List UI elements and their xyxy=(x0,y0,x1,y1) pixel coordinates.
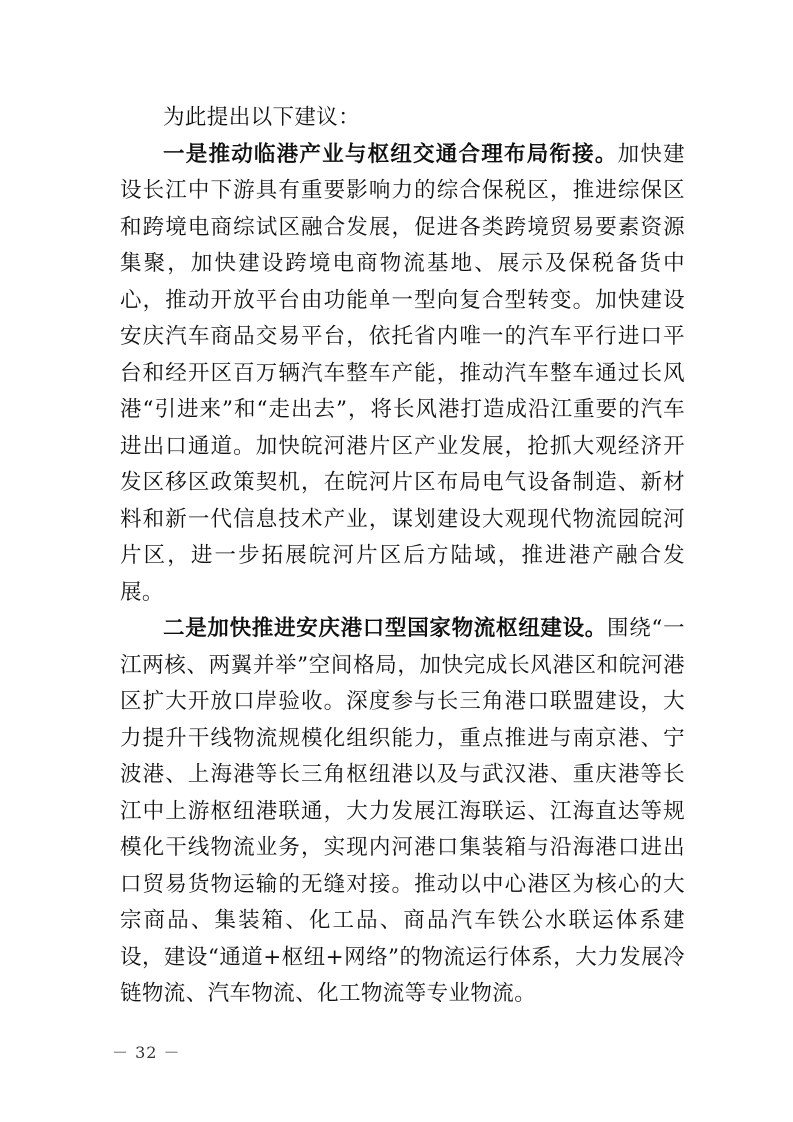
document-body xyxy=(120,100,685,1013)
page-number: － 32 － xyxy=(112,1043,181,1062)
intro-paragraph: 为此提出以下建议： xyxy=(163,105,361,130)
suggestion-paragraph-2 xyxy=(120,611,685,1013)
suggestion-1-body: 加快建设长江中下游具有重要影响力的综合保税区，推进综保区和跨境电商综试区融合发展，促进各类跨境贸易要素资源集聚，加快建设跨境电商物流基地、展示及保税备货中心，推动开放平台由功能单一型向复合型转变。加快建设安庆汽车商品交易平台，依托省内唯一的汽车平行进口平台和经开区百万辆汽车整车产能，推动汽车整车通过长风港“引进来”和“走出去”，将长风港打造成沿江重要的汽车进出口通道。加快皖河港片区产业发展，抢抓大观经济开发区移区政策契机，在皖河片区布局电气设备制造、新材料和新一代信息技术产业，谋划建设大观现代物流园皖河片区，进一步拓展皖河片区后方陆域，推进港产融合发展。 xyxy=(120,141,685,605)
suggestion-1-lead: 一是推动临港产业与枢纽交通合理布局衔接。 xyxy=(163,141,618,167)
suggestion-2-body: 围绕“一江两核、两翼并举”空间格局，加快完成长风港区和皖河港区扩大开放口岸验收。深度参与长三角港口联盟建设，大力提升干线物流规模化组织能力，重点推进与南京港、宁波港、上海港等长三角枢纽港以及与武汉港、重庆港等长江中上游枢纽港联通，大力发展江海联运、江海直达等规模化干线物流业务，实现内河港口集装箱与沿海港口进出口贸易货物运输的无缝对接。推动以中心港区为核心的大宗商品、集装箱、化工品、商品汽车铁公水联运体系建设，建设“通道+枢纽+网络”的物流运行体系，大力发展冷链物流、汽车物流、化工物流等专业物流。 xyxy=(120,616,685,1006)
suggestion-paragraph-1 xyxy=(120,137,685,612)
suggestion-2-lead: 二是加快推进安庆港口型国家物流枢纽建设。 xyxy=(163,616,607,641)
